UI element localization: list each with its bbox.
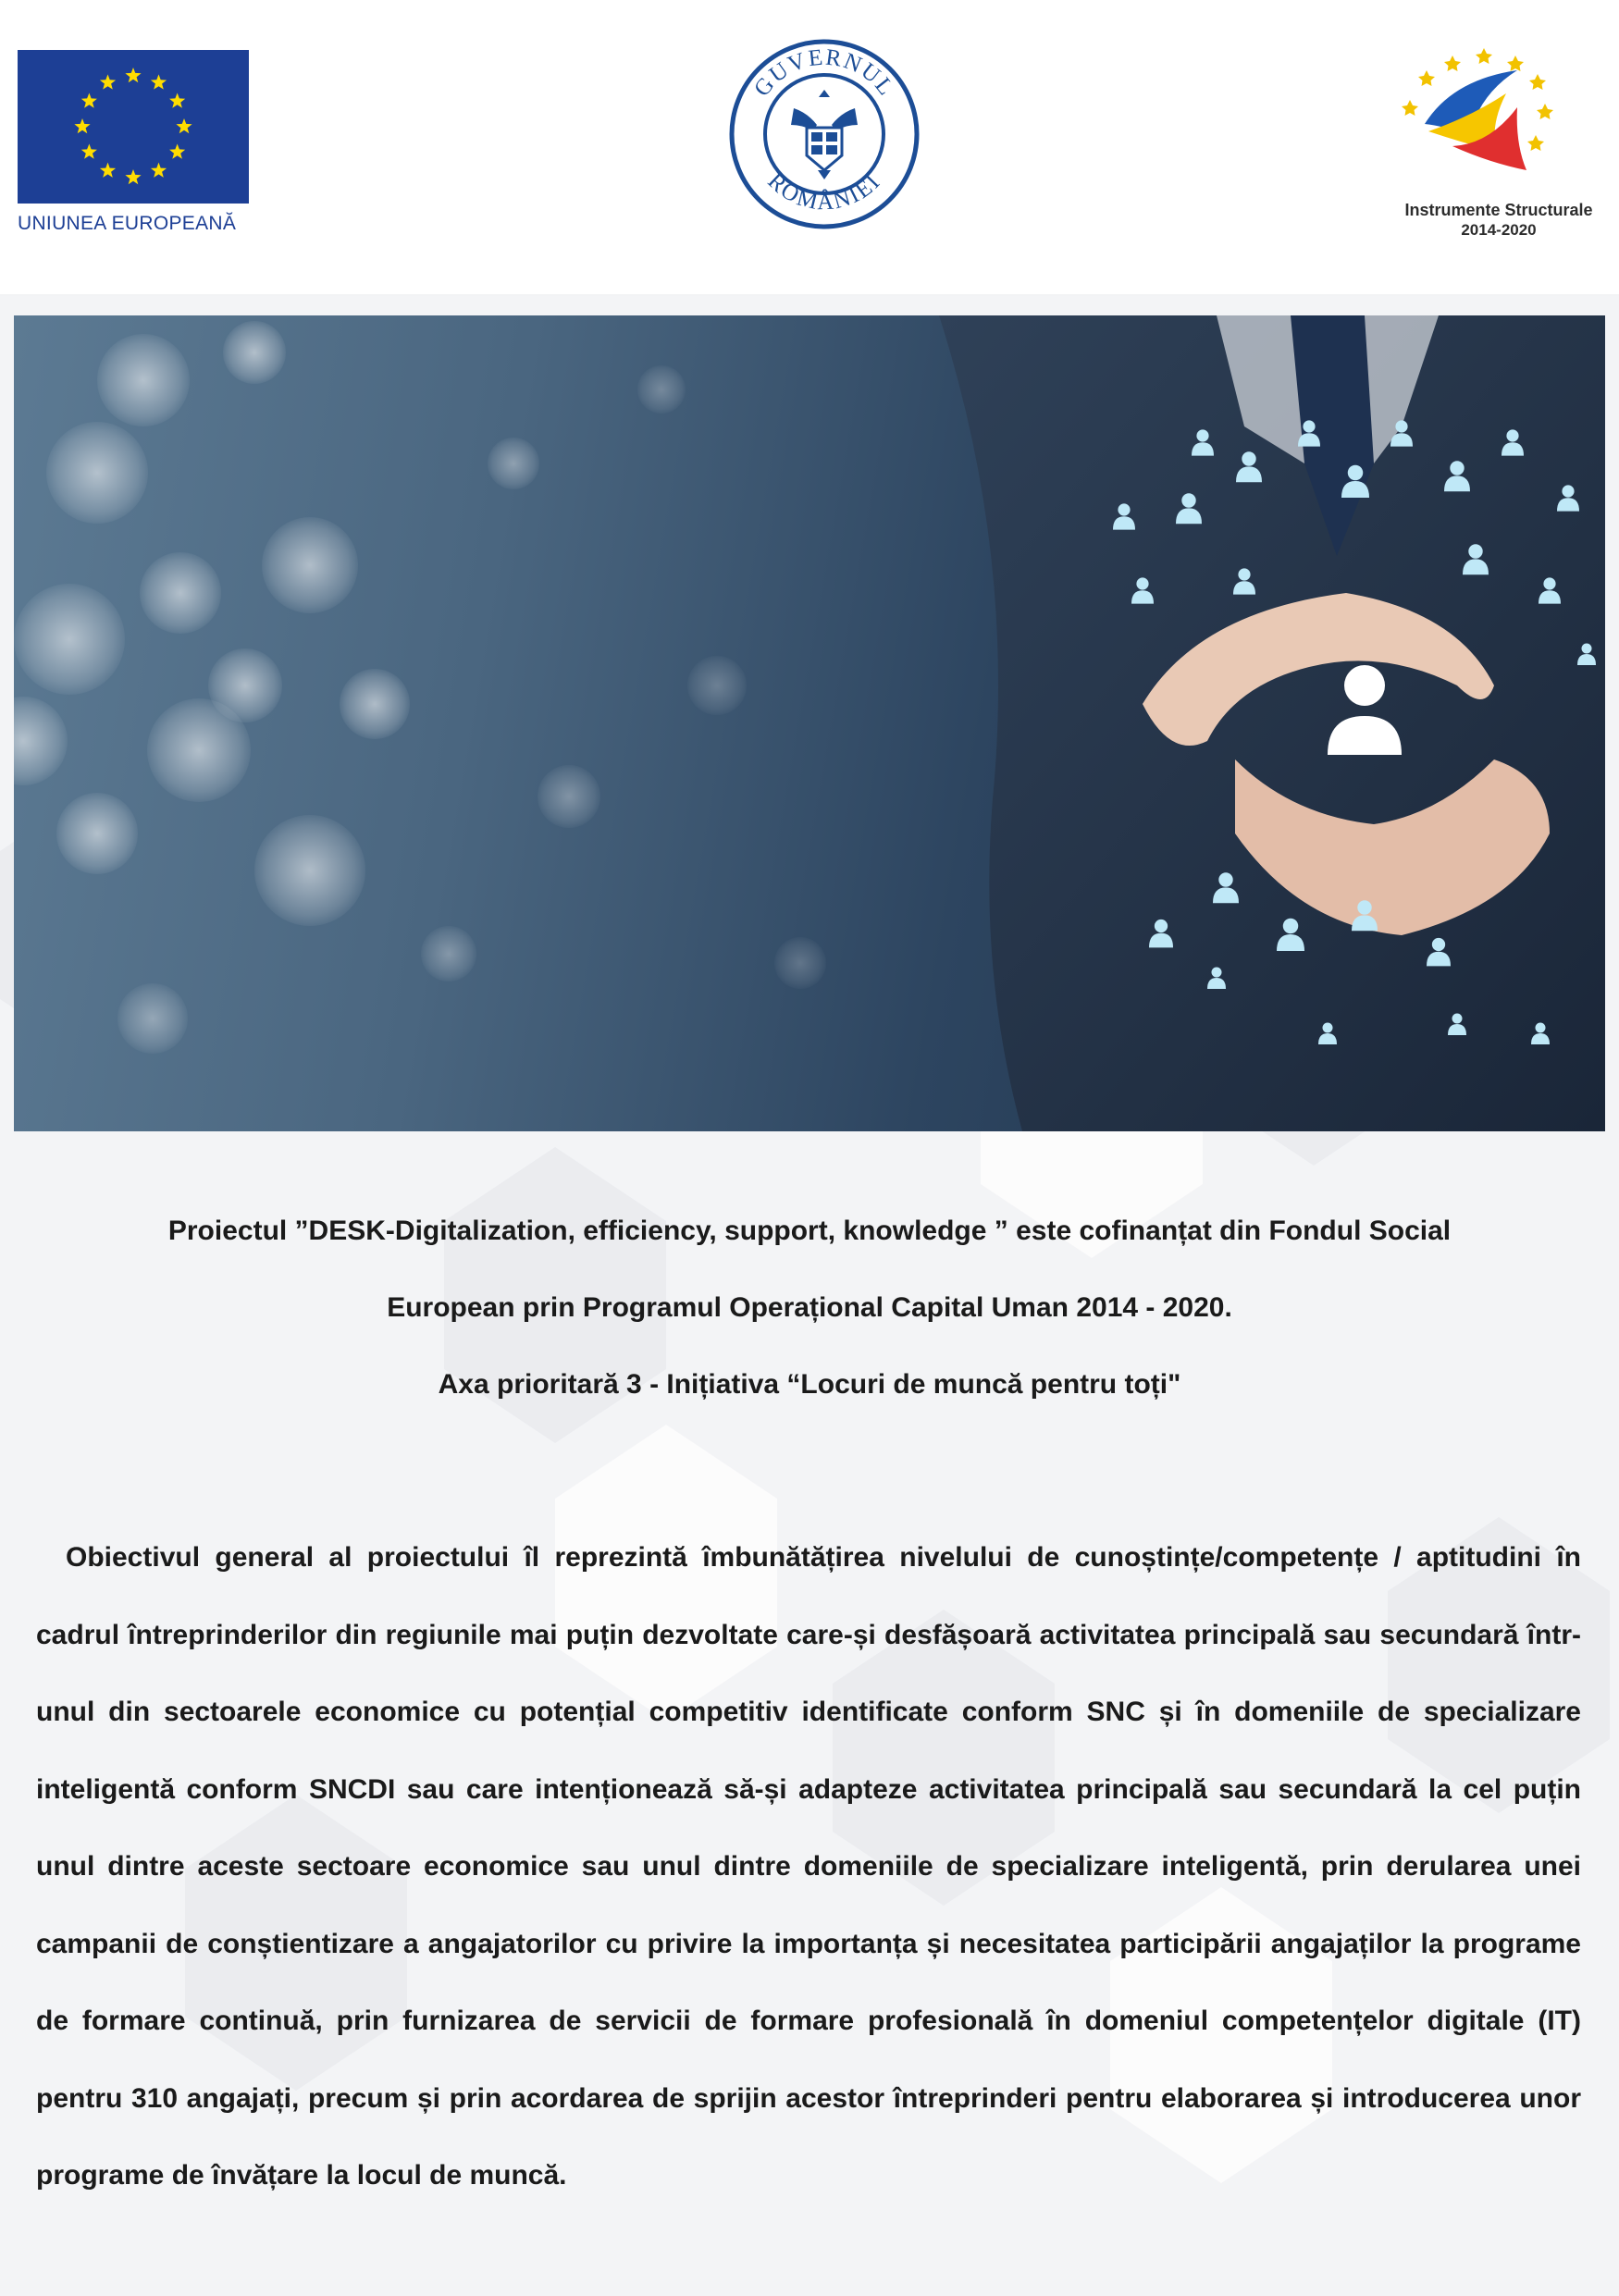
person-icon-head: [1218, 872, 1232, 886]
objective-paragraph: Obiectivul general al proiectului îl reprezintă îmbunătățirea nivelului de cunoștințe/competențe / aptitudini în cadrul întreprinderilor din regiunile mai puțin dezvoltate care-și desfășoară activitatea principală sau secundară într-unul din sectoarele economice cu potențial competitiv identificate conform SNC și în domeniile de specializare inteligentă conform SNCDI sau care intenționează să-și adapteze activitatea principală sau secundară la cel puțin unul dintre aceste sectoare economice sau unul dintre domeniile de specializare inteligentă, prin derularea unei campanii de conștientizare a angajatorilor cu privire la importanța și necesitatea participării angajaților la programe de formare continuă, prin furnizarea de servicii de formare profesională în domeniul competențelor digitale (IT) pentru 310 angajați, precum și prin acordarea de sprijin acestor întreprinderi pentru elaborarea și introducerea unor programe de învățare la locul de muncă.: [36, 1542, 1581, 2191]
person-icon-head: [1323, 1023, 1333, 1033]
person-icon-head: [1506, 429, 1518, 441]
person-icon-head: [1468, 544, 1482, 558]
person-icon-head: [1543, 577, 1555, 589]
person-icon-head: [1450, 461, 1464, 475]
is-logo-title: Instrumente Structurale: [1404, 201, 1593, 219]
person-icon-head: [1432, 938, 1445, 951]
person-icon-head: [1536, 1023, 1546, 1033]
eu-logo-text: UNIUNEA EUROPEANĂ: [18, 213, 237, 234]
title-line-2: European prin Programul Operațional Capital Uman 2014 - 2020.: [387, 1292, 1232, 1323]
gov-seal-bottom-text: ROMÂNIEI: [762, 168, 886, 216]
hero-image: [14, 315, 1605, 1131]
gov-seal-top-text: GUVERNUL: [748, 44, 900, 102]
eu-logo: [18, 50, 251, 241]
instrumente-structurale-icon: [1388, 43, 1610, 191]
person-icon-head: [1136, 577, 1148, 589]
person-icon-head: [1242, 451, 1255, 465]
hands-protecting-people-icon: [14, 315, 1605, 1131]
instrumente-structurale-text: [1388, 200, 1610, 241]
person-icon-head: [1181, 493, 1195, 507]
person-icon-head: [1452, 1014, 1463, 1024]
person-icon-head: [1283, 919, 1299, 934]
person-icon-head: [1155, 920, 1168, 932]
person-icon-head: [1357, 900, 1371, 914]
gov-seal-icon: [729, 39, 920, 229]
person-icon-head: [1238, 568, 1250, 580]
person-icon-head: [1582, 644, 1592, 654]
project-title: [0, 1208, 1619, 1438]
project-objective-text: [36, 1519, 1581, 2215]
eu-flag-icon: [18, 50, 249, 204]
title-line-1: Proiectul ”DESK-Digitalization, efficiency, support, knowledge ” este cofinanțat din Fondul Social: [167, 1216, 1452, 1246]
person-icon-head: [1196, 429, 1208, 441]
person-icon-head: [1562, 485, 1574, 497]
logo-header: [0, 0, 1619, 294]
person-icon-head: [1303, 420, 1315, 432]
title-line-3: Axa prioritară 3 - Inițiativa “Locuri de muncă pentru toți": [438, 1369, 1181, 1400]
person-icon-head: [1212, 968, 1222, 978]
person-icon-head: [1395, 420, 1407, 432]
person-icon-head: [1118, 503, 1130, 515]
is-logo-years: 2014-2020: [1461, 221, 1537, 239]
instrumente-structurale-logo: [1388, 43, 1610, 248]
person-icon-head: [1348, 465, 1364, 481]
